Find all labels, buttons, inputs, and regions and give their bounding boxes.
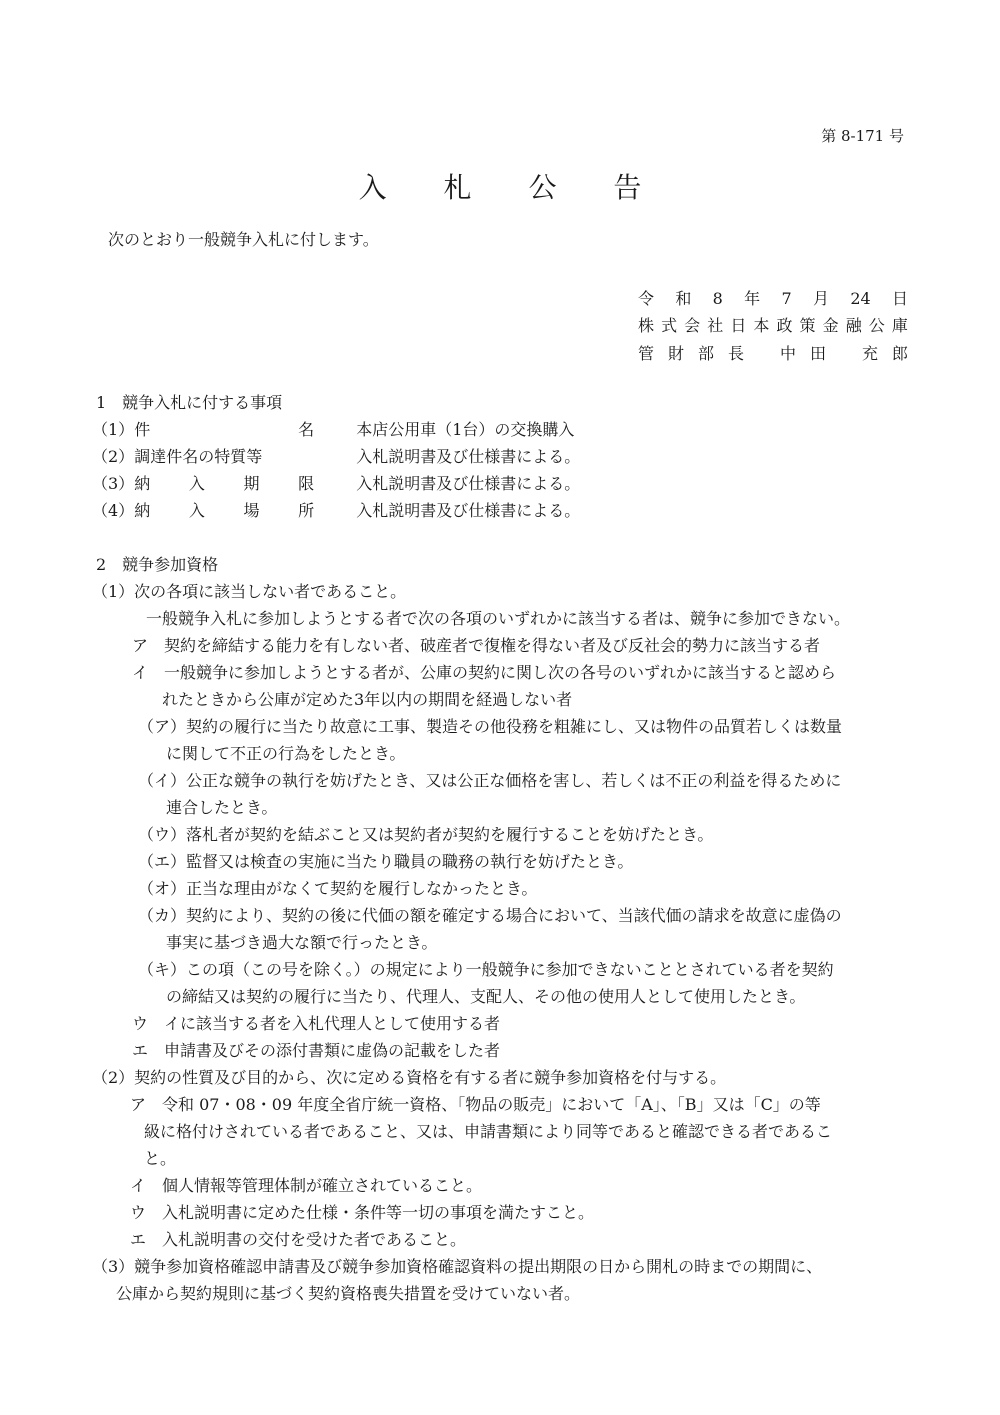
item-number: （1） xyxy=(92,420,135,439)
issuer-organization-char: 政 xyxy=(776,316,793,336)
sub-clause-u: （ウ）落札者が契約を結ぶこと又は契約者が契約を履行することを妨げたとき。 xyxy=(138,825,714,844)
issuer-organization-char: 策 xyxy=(799,316,816,336)
sub-clause-i: （イ）公正な競争の執行を妨げたとき、又は公正な価格を害し、若しくは不正の利益を得るために xyxy=(138,771,842,790)
intro-text: 次のとおり一般競争入札に付します。 xyxy=(108,230,379,249)
item-number: （4） xyxy=(92,501,135,520)
item-label: 件 名 xyxy=(134,420,315,439)
issue-date-char: 24 xyxy=(850,288,871,308)
item-label: 納 入 場 所 xyxy=(134,501,315,520)
clause-2-2-a-cont: 級に格付けされている者であること、又は、申請書類により同等であると確認できる者であるこ xyxy=(144,1122,833,1141)
clause-2-1-i-cont: れたときから公庫が定めた3年以内の期間を経過しない者 xyxy=(162,690,573,709)
sub-clause-ki-cont: の締結又は契約の履行に当たり、代理人、支配人、その他の使用人として使用したとき。 xyxy=(166,987,806,1006)
item-label: 納 入 期 限 xyxy=(134,474,315,493)
item-value: 本店公用車（1台）の交換購入 xyxy=(356,420,575,439)
clause-2-2-u: ウ 入札説明書に定めた仕様・条件等一切の事項を満たすこと。 xyxy=(130,1203,595,1222)
issuer-person-char: 財 xyxy=(668,343,685,363)
issuer-organization-char: 日 xyxy=(730,316,747,336)
item-value: 入札説明書及び仕様書による。 xyxy=(356,501,581,520)
issuer-person xyxy=(638,340,908,368)
clause-2-2-title: （2）契約の性質及び目的から、次に定める資格を有する者に競争参加資格を付与する。 xyxy=(92,1068,727,1087)
clause-2-1-e: エ 申請書及びその添付書類に虚偽の記載をした者 xyxy=(132,1041,501,1060)
issuer-organization xyxy=(638,313,908,341)
item-number: （2） xyxy=(92,447,135,466)
sub-clause-ka-cont: 事実に基づき過大な額で行ったとき。 xyxy=(166,933,438,952)
issuer-organization-char: 融 xyxy=(845,316,862,336)
section-1-item-2 xyxy=(92,447,914,474)
issuer-organization-char: 金 xyxy=(822,316,839,336)
clause-2-2-e: エ 入札説明書の交付を受けた者であること。 xyxy=(130,1230,467,1249)
section-1-heading: 1 競争入札に付する事項 xyxy=(96,393,283,412)
issuer-person-char: 長 xyxy=(728,343,745,363)
issue-date-char: 7 xyxy=(781,288,792,308)
issuer-person-char: 中 xyxy=(779,343,796,363)
section-1-item-1 xyxy=(92,420,914,447)
sub-clause-i-cont: 連合したとき。 xyxy=(166,798,278,817)
issuer-organization-char: 本 xyxy=(753,316,770,336)
issue-date-char: 月 xyxy=(812,288,829,308)
issuer-person-char: 管 xyxy=(638,343,655,363)
clause-2-1-a: ア 契約を締結する能力を有しない者、破産者で復権を得ない者及び反社会的勢力に該当する者 xyxy=(132,636,821,655)
issue-date xyxy=(638,285,908,313)
issuer-organization-char: 会 xyxy=(684,316,701,336)
issuer-organization-char: 庫 xyxy=(891,316,908,336)
issue-date-char: 8 xyxy=(712,288,723,308)
issue-date-char: 令 xyxy=(638,288,655,308)
sub-clause-a: （ア）契約の履行に当たり故意に工事、製造その他役務を粗雑にし、又は物件の品質若しくは数量 xyxy=(138,717,843,736)
item-value: 入札説明書及び仕様書による。 xyxy=(356,474,581,493)
issue-date-char: 年 xyxy=(744,288,761,308)
issuer-block xyxy=(638,285,908,368)
issuer-organization-char: 株 xyxy=(638,316,655,336)
sub-clause-o: （オ）正当な理由がなくて契約を履行しなかったとき。 xyxy=(138,879,538,898)
sub-clause-a-cont: に関して不正の行為をしたとき。 xyxy=(166,744,406,763)
clause-2-1-title: （1）次の各項に該当しない者であること。 xyxy=(92,582,407,601)
item-number: （3） xyxy=(92,474,135,493)
section-1-item-4 xyxy=(92,501,914,528)
clause-2-3: （3）競争参加資格確認申請書及び競争参加資格確認資料の提出期限の日から開札の時までの期間に、 xyxy=(92,1257,823,1276)
clause-2-3-cont: 公庫から契約規則に基づく契約資格喪失措置を受けていない者。 xyxy=(116,1284,581,1303)
document-body xyxy=(92,393,914,1311)
item-value: 入札説明書及び仕様書による。 xyxy=(356,447,581,466)
page-title: 入 札 公 告 xyxy=(358,171,666,204)
issuer-person-char: 部 xyxy=(698,343,715,363)
section-2-heading: 2 競争参加資格 xyxy=(96,555,219,574)
issuer-organization-char: 式 xyxy=(661,316,678,336)
clause-2-2-a: ア 令和 07・08・09 年度全省庁統一資格、「物品の販売」において「A」、「B」又は「C」の等 xyxy=(130,1095,821,1114)
clause-2-2-i: イ 個人情報等管理体制が確立されていること。 xyxy=(130,1176,483,1195)
issue-date-char: 和 xyxy=(675,288,692,308)
clause-2-1-i: イ 一般競争に参加しようとする者が、公庫の契約に関し次の各号のいずれかに該当すると認めら xyxy=(132,663,837,682)
sub-clause-e: （エ）監督又は検査の実施に当たり職員の職務の執行を妨げたとき。 xyxy=(138,852,634,871)
clause-2-1-u: ウ イに該当する者を入札代理人として使用する者 xyxy=(132,1014,501,1033)
issuer-organization-char: 社 xyxy=(707,316,724,336)
clause-2-1-lead: 一般競争入札に参加しようとする者で次の各項のいずれかに該当する者は、競争に参加できない。 xyxy=(146,609,851,628)
clause-2-2-a-cont2: と。 xyxy=(144,1149,177,1168)
sub-clause-ka: （カ）契約により、契約の後に代価の額を確定する場合において、当該代価の請求を故意に虚偽の xyxy=(138,906,842,925)
issuer-person-char: 田 xyxy=(809,343,826,363)
item-label: 調達件名の特質等 xyxy=(134,447,263,466)
issuer-person-char: 充 xyxy=(861,343,878,363)
section-1-item-3 xyxy=(92,474,914,501)
issuer-organization-char: 公 xyxy=(868,316,885,336)
issue-date-char: 日 xyxy=(891,288,908,308)
issuer-person-char: 郎 xyxy=(891,343,908,363)
document-number: 第 8-171 号 xyxy=(821,127,904,145)
sub-clause-ki: （キ）この項（この号を除く。）の規定により一般競争に参加できないこととされている者を契約 xyxy=(138,960,834,979)
